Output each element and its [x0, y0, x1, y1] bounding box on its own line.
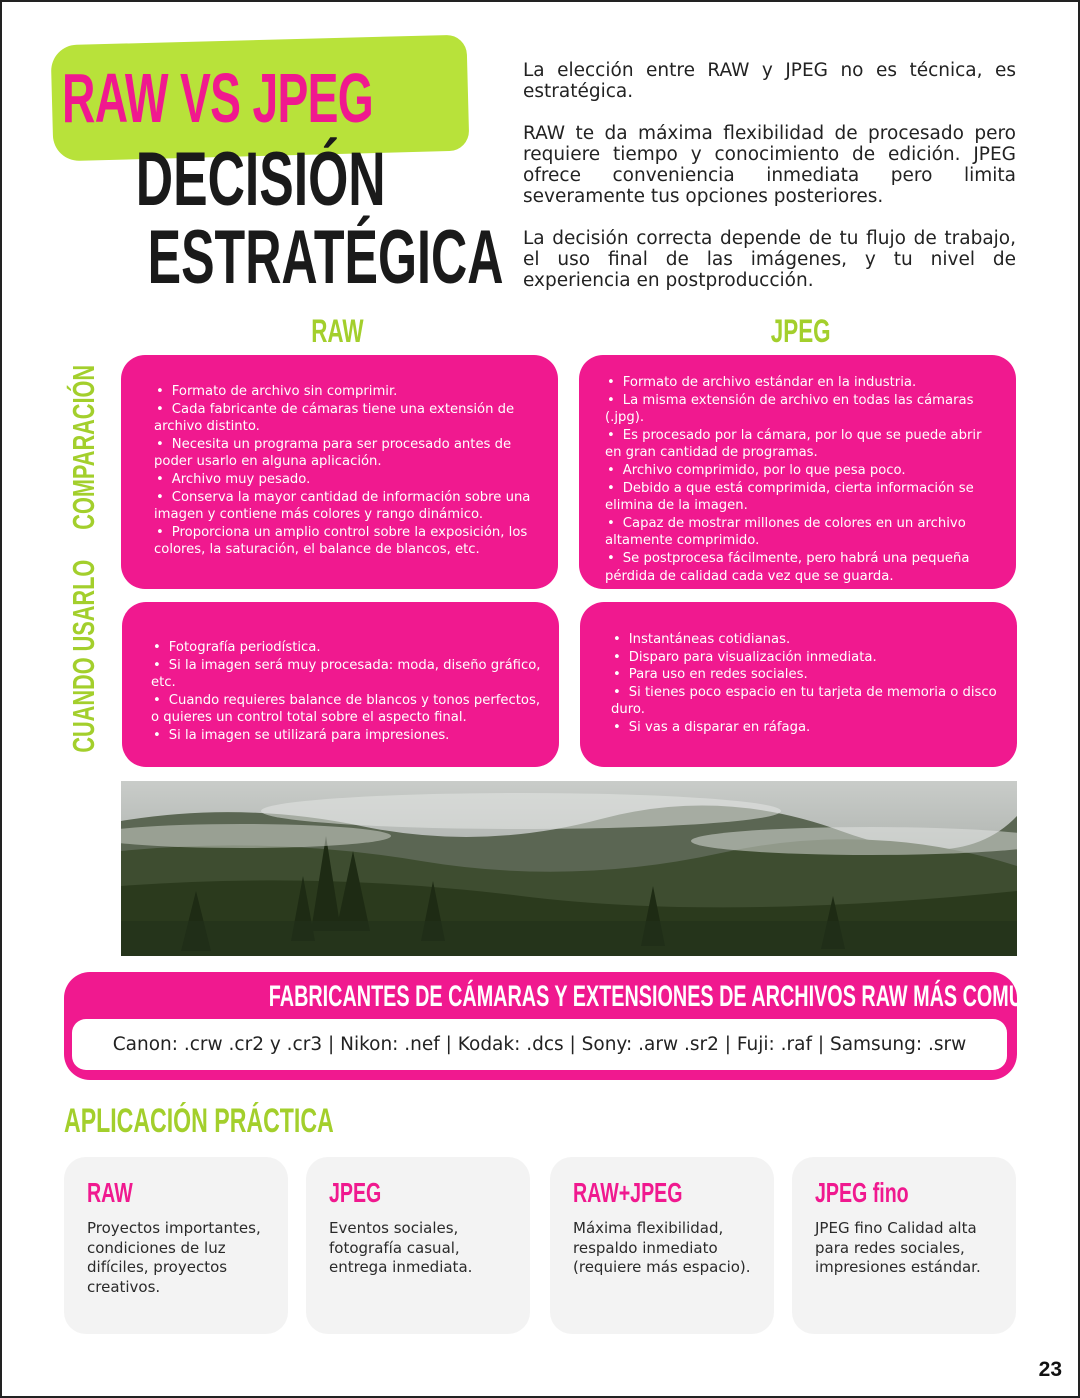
comparison-card-jpeg [579, 355, 1016, 589]
list-item: • Proporciona un amplio control sobre la exposición, los colores, la saturación, el balance de blancos, etc. [154, 524, 540, 559]
list-item: • Cada fabricante de cámaras tiene una extensión de archivo distinto. [154, 401, 540, 436]
list-item: • La misma extensión de archivo en todas las cámaras (.jpg). [605, 392, 998, 427]
manufacturers-title: FABRICANTES DE CÁMARAS Y EXTENSIONES DE ARCHIVOS RAW MÁS COMUNES [268, 980, 1064, 1013]
title-line-2: DECISIÓN [136, 137, 386, 222]
list-item: • Debido a que está comprimida, cierta información se elimina de la imagen. [605, 480, 998, 515]
list-item: • Formato de archivo estándar en la industria. [605, 374, 998, 392]
list-item: • Cuando requieres balance de blancos y tonos perfectos, o quieres un control total sobre el aspecto final. [151, 692, 541, 727]
intro-paragraph: La elección entre RAW y JPEG no es técnica, es estratégica. [523, 60, 1016, 102]
practical-card-text: Proyectos importantes, condiciones de luz difíciles, proyectos creativos. [87, 1219, 261, 1296]
list-item: • Es procesado por la cámara, por lo que se puede abrir en gran cantidad de programas. [605, 427, 998, 462]
comparison-list-jpeg [605, 374, 998, 585]
side-label-comparacion: COMPARACIÓN [66, 364, 101, 530]
when-list-raw [151, 639, 541, 745]
list-item: • Necesita un programa para ser procesado antes de poder usarlo en alguna aplicación. [154, 436, 540, 471]
title-line-3: ESTRATÉGICA [147, 215, 504, 300]
practical-card-title: JPEG fino [815, 1177, 909, 1208]
when-list-jpeg [611, 631, 999, 737]
practical-card-title: JPEG [329, 1177, 382, 1208]
practical-card-raw-jpeg [550, 1157, 774, 1334]
list-item: • Se postprocesa fácilmente, pero habrá una pequeña pérdida de calidad cada vez que se guarda. [605, 550, 998, 585]
practical-card-raw [64, 1157, 288, 1334]
forest-photo [121, 781, 1017, 956]
column-header-raw: RAW [311, 313, 364, 349]
list-item: • Fotografía periodística. [151, 639, 541, 657]
practical-card-jpeg [306, 1157, 530, 1334]
practical-card-text: Eventos sociales, fotografía casual, entrega inmediata. [329, 1219, 473, 1276]
list-item: • Si tienes poco espacio en tu tarjeta de memoria o disco duro. [611, 684, 999, 719]
list-item: • Conserva la mayor cantidad de información sobre una imagen y contiene más colores y rango dinámico. [154, 489, 540, 524]
practical-card-title: RAW+JPEG [573, 1177, 683, 1208]
list-item: • Archivo muy pesado. [154, 471, 540, 489]
practical-card-text: JPEG fino Calidad alta para redes sociales, impresiones estándar. [815, 1219, 981, 1276]
list-item: • Para uso en redes sociales. [611, 666, 999, 684]
intro-paragraph: La decisión correcta depende de tu flujo de trabajo, el uso final de las imágenes, y tu nivel de experiencia en postproducción. [523, 228, 1016, 291]
title-line-1: RAW VS JPEG [62, 59, 374, 137]
column-header-jpeg: JPEG [770, 313, 831, 349]
when-card-raw [122, 602, 559, 767]
comparison-card-raw [121, 355, 558, 589]
list-item: • Formato de archivo sin comprimir. [154, 383, 540, 401]
practical-card-text: Máxima flexibilidad, respaldo inmediato (requiere más espacio). [573, 1219, 751, 1276]
intro-paragraph: RAW te da máxima flexibilidad de procesado pero requiere tiempo y conocimiento de edición. JPEG ofrece conveniencia inmediata pero limita severamente tus opciones posteriores. [523, 123, 1016, 207]
practical-card-jpeg-fino [792, 1157, 1016, 1334]
side-label-cuando-usarlo: CUANDO USARLO [66, 559, 101, 753]
practical-card-title: RAW [87, 1177, 133, 1208]
comparison-list-raw [154, 383, 540, 559]
manufacturers-banner [64, 972, 1064, 1080]
list-item: • Si vas a disparar en ráfaga. [611, 719, 999, 737]
list-item: • Si la imagen se utilizará para impresiones. [151, 727, 541, 745]
list-item: • Capaz de mostrar millones de colores en un archivo altamente comprimido. [605, 515, 998, 550]
list-item: • Archivo comprimido, por lo que pesa poco. [605, 462, 998, 480]
list-item: • Si la imagen será muy procesada: moda, diseño gráfico, etc. [151, 657, 541, 692]
intro-text [523, 60, 1016, 312]
manufacturers-list: Canon: .crw .cr2 y .cr3 | Nikon: .nef | Kodak: .dcs | Sony: .arw .sr2 | Fuji: .raf | Samsung: .srw [72, 1019, 1007, 1070]
when-card-jpeg [580, 602, 1017, 767]
practical-title: APLICACIÓN PRÁCTICA [64, 1102, 334, 1140]
list-item: • Disparo para visualización inmediata. [611, 649, 999, 667]
page-number: 23 [1038, 1358, 1062, 1381]
list-item: • Instantáneas cotidianas. [611, 631, 999, 649]
